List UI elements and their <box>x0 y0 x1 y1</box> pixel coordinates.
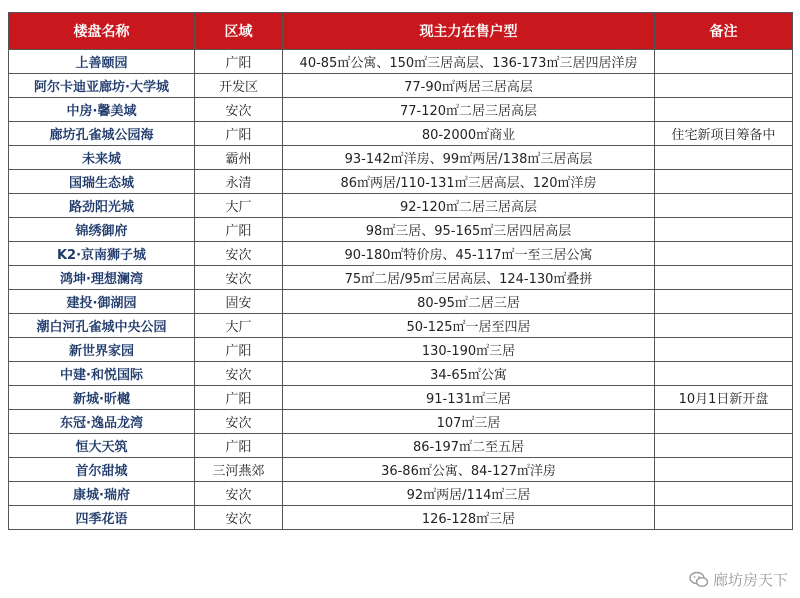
name-cell: 东冠·逸品龙湾 <box>9 410 195 434</box>
units-cell: 40-85㎡公寓、150㎡三居高层、136-173㎡三居四居洋房 <box>283 50 655 74</box>
table-row <box>9 386 793 410</box>
table-row <box>9 122 793 146</box>
name-cell: 新世界家园 <box>9 338 195 362</box>
wechat-icon <box>689 571 709 589</box>
district-cell: 安次 <box>195 410 283 434</box>
table-body <box>9 50 793 530</box>
units-cell: 126-128㎡三居 <box>283 506 655 530</box>
name-cell: 路劲阳光城 <box>9 194 195 218</box>
district-cell: 大厂 <box>195 314 283 338</box>
units-cell: 86-197㎡二至五居 <box>283 434 655 458</box>
units-cell: 86㎡两居/110-131㎡三居高层、120㎡洋房 <box>283 170 655 194</box>
name-cell: 锦绣御府 <box>9 218 195 242</box>
table-header <box>9 13 793 50</box>
table-row <box>9 434 793 458</box>
units-cell: 90-180㎡特价房、45-117㎡一至三居公寓 <box>283 242 655 266</box>
units-cell: 77-90㎡两居三居高层 <box>283 74 655 98</box>
name-cell: 建投·御湖园 <box>9 290 195 314</box>
district-cell: 三河燕郊 <box>195 458 283 482</box>
district-cell: 广阳 <box>195 50 283 74</box>
table-row <box>9 242 793 266</box>
name-cell: 中房·馨美域 <box>9 98 195 122</box>
note-cell <box>655 74 793 98</box>
header-name: 楼盘名称 <box>9 13 195 50</box>
name-cell: 廊坊孔雀城公园海 <box>9 122 195 146</box>
units-cell: 77-120㎡二居三居高层 <box>283 98 655 122</box>
note-cell <box>655 482 793 506</box>
table-row <box>9 338 793 362</box>
note-cell <box>655 458 793 482</box>
district-cell: 广阳 <box>195 434 283 458</box>
units-cell: 130-190㎡三居 <box>283 338 655 362</box>
district-cell: 广阳 <box>195 386 283 410</box>
table-row <box>9 290 793 314</box>
district-cell: 安次 <box>195 266 283 290</box>
district-cell: 广阳 <box>195 338 283 362</box>
name-cell: K2·京南狮子城 <box>9 242 195 266</box>
header-note: 备注 <box>655 13 793 50</box>
note-cell <box>655 266 793 290</box>
table-row <box>9 50 793 74</box>
table-row <box>9 194 793 218</box>
note-cell: 住宅新项目筹备中 <box>655 122 793 146</box>
units-cell: 34-65㎡公寓 <box>283 362 655 386</box>
note-cell <box>655 194 793 218</box>
note-cell <box>655 98 793 122</box>
district-cell: 广阳 <box>195 122 283 146</box>
units-cell: 50-125㎡一居至四居 <box>283 314 655 338</box>
name-cell: 首尔甜城 <box>9 458 195 482</box>
district-cell: 霸州 <box>195 146 283 170</box>
table-row <box>9 170 793 194</box>
note-cell <box>655 434 793 458</box>
name-cell: 恒大天筑 <box>9 434 195 458</box>
name-cell: 国瑞生态城 <box>9 170 195 194</box>
table-row <box>9 482 793 506</box>
district-cell: 安次 <box>195 362 283 386</box>
units-cell: 80-95㎡二居三居 <box>283 290 655 314</box>
units-cell: 75㎡二居/95㎡三居高层、124-130㎡叠拼 <box>283 266 655 290</box>
note-cell: 10月1日新开盘 <box>655 386 793 410</box>
table-row <box>9 410 793 434</box>
table-row <box>9 98 793 122</box>
name-cell: 阿尔卡迪亚廊坊·大学城 <box>9 74 195 98</box>
note-cell <box>655 218 793 242</box>
table-row <box>9 314 793 338</box>
units-cell: 92-120㎡二居三居高层 <box>283 194 655 218</box>
district-cell: 安次 <box>195 242 283 266</box>
name-cell: 鸿坤·理想澜湾 <box>9 266 195 290</box>
units-cell: 91-131㎡三居 <box>283 386 655 410</box>
note-cell <box>655 50 793 74</box>
table-row <box>9 506 793 530</box>
district-cell: 广阳 <box>195 218 283 242</box>
district-cell: 安次 <box>195 98 283 122</box>
housing-table <box>8 12 793 530</box>
table-row <box>9 74 793 98</box>
units-cell: 107㎡三居 <box>283 410 655 434</box>
district-cell: 大厂 <box>195 194 283 218</box>
name-cell: 中建·和悦国际 <box>9 362 195 386</box>
district-cell: 安次 <box>195 506 283 530</box>
note-cell <box>655 506 793 530</box>
units-cell: 92㎡两居/114㎡三居 <box>283 482 655 506</box>
note-cell <box>655 146 793 170</box>
name-cell: 未来城 <box>9 146 195 170</box>
note-cell <box>655 314 793 338</box>
district-cell: 固安 <box>195 290 283 314</box>
table-row <box>9 218 793 242</box>
name-cell: 上善颐园 <box>9 50 195 74</box>
name-cell: 新城·昕樾 <box>9 386 195 410</box>
district-cell: 开发区 <box>195 74 283 98</box>
watermark-text: 廊坊房天下 <box>712 571 788 589</box>
note-cell <box>655 170 793 194</box>
note-cell <box>655 362 793 386</box>
name-cell: 潮白河孔雀城中央公园 <box>9 314 195 338</box>
header-district: 区域 <box>195 13 283 50</box>
note-cell <box>655 290 793 314</box>
name-cell: 四季花语 <box>9 506 195 530</box>
watermark <box>687 569 790 590</box>
district-cell: 安次 <box>195 482 283 506</box>
header-row <box>9 13 793 50</box>
table-row <box>9 362 793 386</box>
table-row <box>9 266 793 290</box>
units-cell: 93-142㎡洋房、99㎡两居/138㎡三居高层 <box>283 146 655 170</box>
name-cell: 康城·瑞府 <box>9 482 195 506</box>
units-cell: 80-2000㎡商业 <box>283 122 655 146</box>
table-row <box>9 458 793 482</box>
district-cell: 永清 <box>195 170 283 194</box>
note-cell <box>655 338 793 362</box>
units-cell: 98㎡三居、95-165㎡三居四居高层 <box>283 218 655 242</box>
units-cell: 36-86㎡公寓、84-127㎡洋房 <box>283 458 655 482</box>
note-cell <box>655 242 793 266</box>
note-cell <box>655 410 793 434</box>
table-row <box>9 146 793 170</box>
header-units: 现主力在售户型 <box>283 13 655 50</box>
